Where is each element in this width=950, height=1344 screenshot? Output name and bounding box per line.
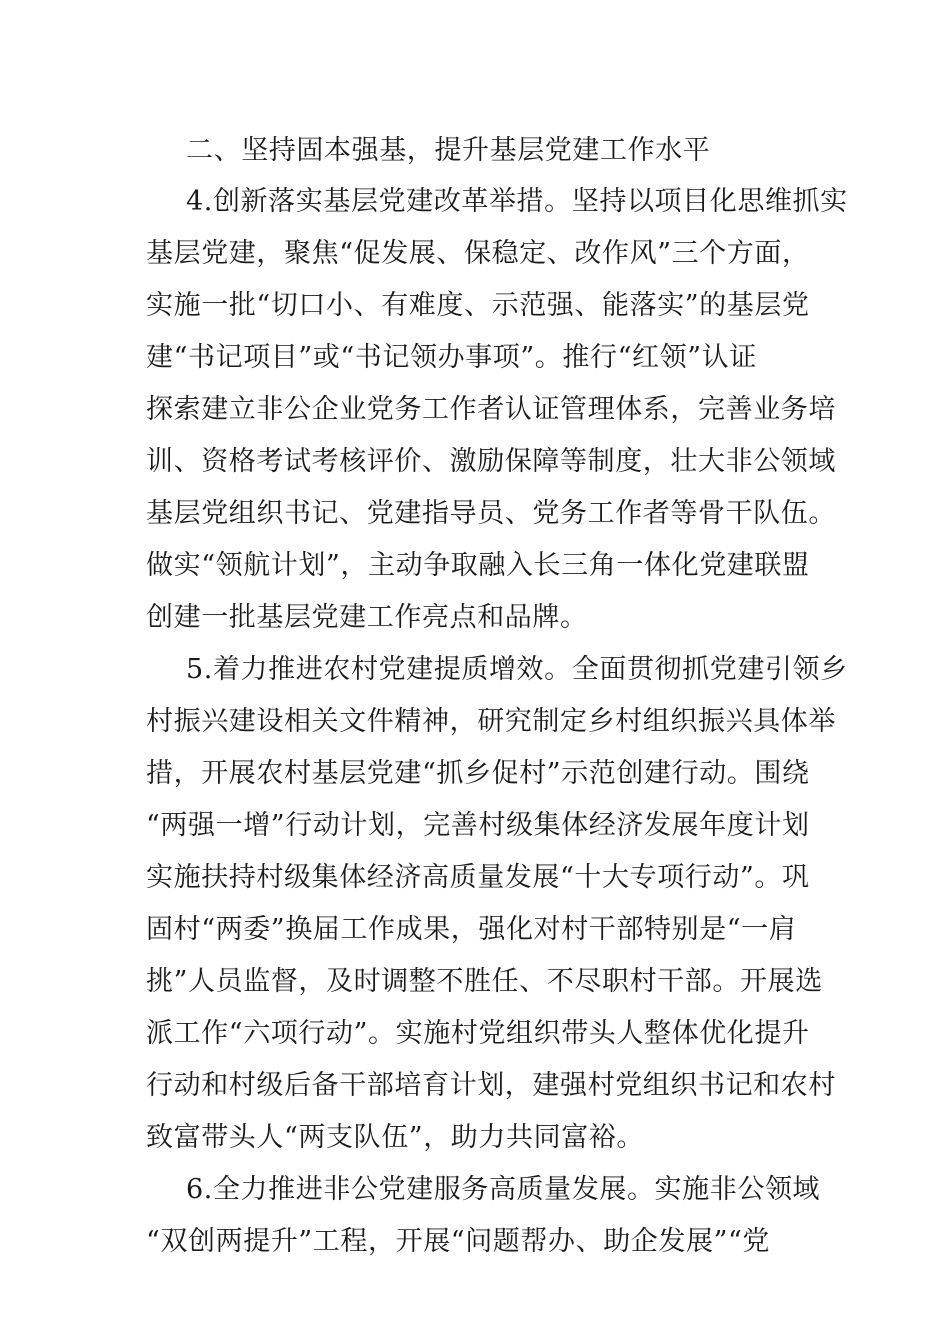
paragraph-line: 6.全力推进非公党建服务高质量发展。实施非公领域 [186, 1174, 821, 1205]
paragraph-line: 措，开展农村基层党建“抓乡促村”示范创建行动。围绕 [146, 758, 810, 789]
paragraph-line: 训、资格考试考核评价、激励保障等制度，壮大非公领域 [146, 446, 836, 477]
paragraph-line: 村振兴建设相关文件精神，研究制定乡村组织振兴具体举 [146, 706, 836, 737]
paragraph-line: 做实“领航计划”，主动争取融入长三角一体化党建联盟 [146, 550, 810, 581]
paragraph-line: 挑”人员监督，及时调整不胜任、不尽职村干部。开展选 [146, 966, 823, 997]
paragraph-line: 行动和村级后备干部培育计划，建强村党组织书记和农村 [146, 1070, 836, 1101]
paragraph-line: 实施一批“切口小、有难度、示范强、能落实”的基层党 [146, 290, 810, 321]
section-heading: 二、坚持固本强基，提升基层党建工作水平 [186, 135, 711, 166]
paragraph-line: 探索建立非公企业党务工作者认证管理体系，完善业务培 [146, 394, 836, 425]
paragraph-line: 实施扶持村级集体经济高质量发展“十大专项行动”。巩 [146, 862, 810, 893]
paragraph-line: 致富带头人“两支队伍”，助力共同富裕。 [146, 1122, 645, 1153]
paragraph-line: 建“书记项目”或“书记领办事项”。推行“红领”认证 [146, 342, 757, 373]
paragraph-line: 4.创新落实基层党建改革举措。坚持以项目化思维抓实 [186, 186, 848, 217]
paragraph-line: “双创两提升”工程，开展“问题帮办、助企发展”“党 [146, 1226, 771, 1257]
paragraph-line: 固村“两委”换届工作成果，强化对村干部特别是“一肩 [146, 914, 797, 945]
paragraph-line: 5.着力推进农村党建提质增效。全面贯彻抓党建引领乡 [186, 654, 848, 685]
paragraph-line: 基层党组织书记、党建指导员、党务工作者等骨干队伍。 [146, 498, 836, 529]
paragraph-line: 基层党建，聚焦“促发展、保稳定、改作风”三个方面， [146, 238, 810, 269]
paragraph-line: 派工作“六项行动”。实施村党组织带头人整体优化提升 [146, 1018, 810, 1049]
paragraph-line: “两强一增”行动计划，完善村级集体经济发展年度计划 [146, 810, 810, 841]
paragraph-line: 创建一批基层党建工作亮点和品牌。 [146, 602, 588, 633]
